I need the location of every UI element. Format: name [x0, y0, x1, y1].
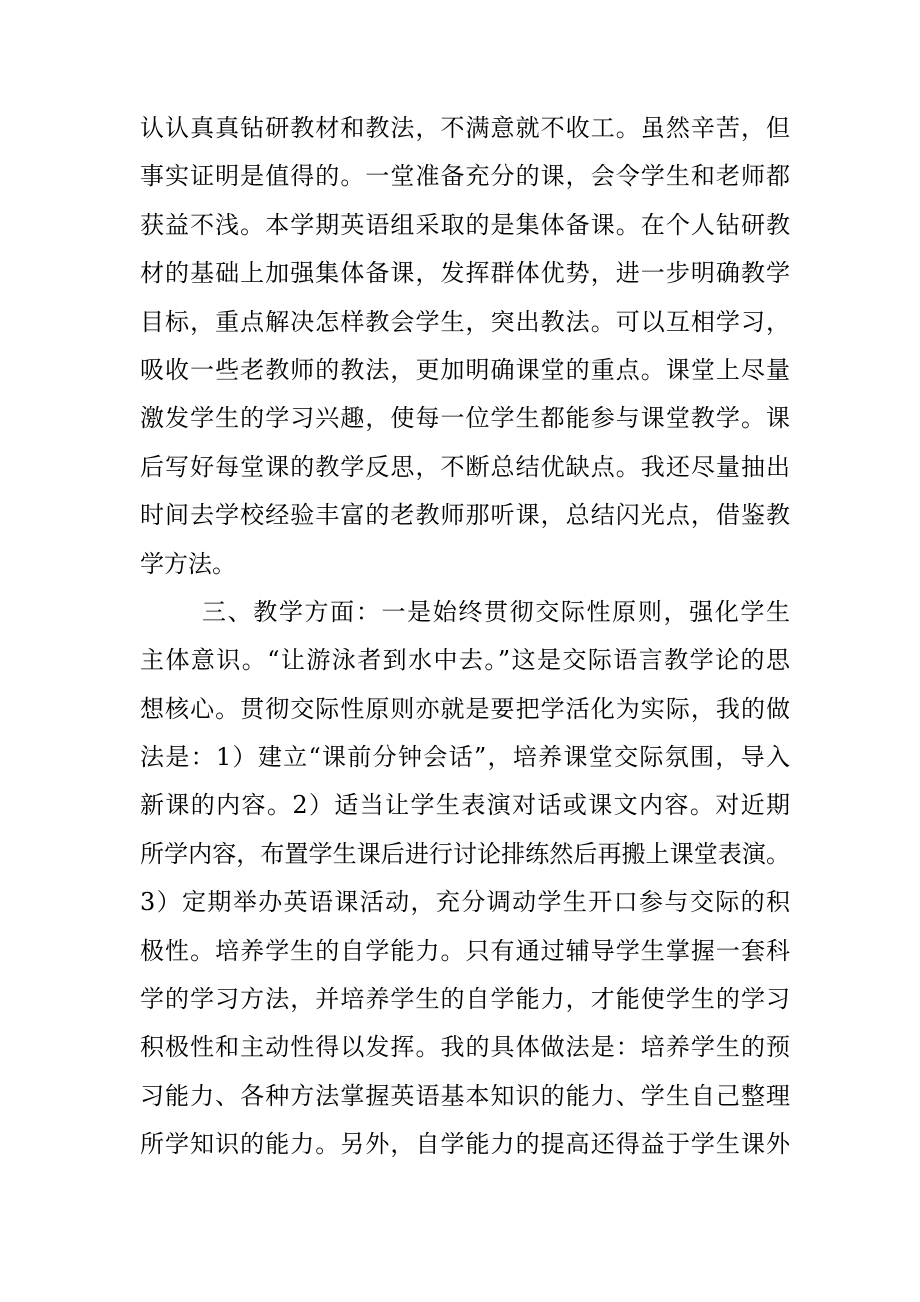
text-line: 目标，重点解决怎样教会学生，突出教法。可以互相学习，: [140, 307, 790, 336]
text-line: 事实证明是值得的。一堂准备充分的课，会令学生和老师都: [140, 162, 790, 191]
text-line: 习能力、各种方法掌握英语基本知识的能力、学生自己整理: [140, 1081, 790, 1110]
paragraph-end-line: 学方法。: [140, 549, 236, 578]
text-line: 时间去学校经验丰富的老教师那听课，总结闪光点，借鉴教: [140, 501, 790, 530]
text-line: 吸收一些老教师的教法，更加明确课堂的重点。课堂上尽量: [140, 355, 790, 384]
text-line: 后写好每堂课的教学反思，不断总结优缺点。我还尽量抽出: [140, 452, 790, 481]
text-line: 3）定期举办英语课活动，充分调动学生开口参与交际的积: [140, 888, 790, 917]
text-line: 认认真真钻研教材和教法，不满意就不收工。虽然辛苦，但: [140, 114, 790, 142]
text-line: 极性。培养学生的自学能力。只有通过辅导学生掌握一套科: [140, 936, 790, 965]
text-line: 想核心。贯彻交际性原则亦就是要把学活化为实际，我的做: [140, 694, 790, 723]
text-line: 获益不浅。本学期英语组采取的是集体备课。在个人钻研教: [140, 210, 790, 239]
text-line: 所学知识的能力。另外，自学能力的提高还得益于学生课外: [140, 1130, 790, 1159]
text-line: 材的基础上加强集体备课，发挥群体优势，进一步明确教学: [140, 259, 790, 288]
text-line: 积极性和主动性得以发挥。我的具体做法是：培养学生的预: [140, 1033, 790, 1062]
text-line: 所学内容，布置学生课后进行讨论排练然后再搬上课堂表演。: [140, 839, 790, 868]
text-line: 新课的内容。2）适当让学生表演对话或课文内容。对近期: [140, 791, 790, 820]
body-text: [140, 104, 790, 1169]
text-line: 法是：1）建立“课前分钟会话”，培养课堂交际氛围，导入: [140, 743, 790, 772]
text-line: 学的学习方法，并培养学生的自学能力，才能使学生的学习: [140, 985, 790, 1014]
section-heading-line: 三、教学方面：一是始终贯彻交际性原则，强化学生: [202, 597, 790, 626]
text-line: 主体意识。“让游泳者到水中去。”这是交际语言教学论的思: [140, 646, 790, 675]
text-line: 激发学生的学习兴趣，使每一位学生都能参与课堂教学。课: [140, 404, 790, 433]
